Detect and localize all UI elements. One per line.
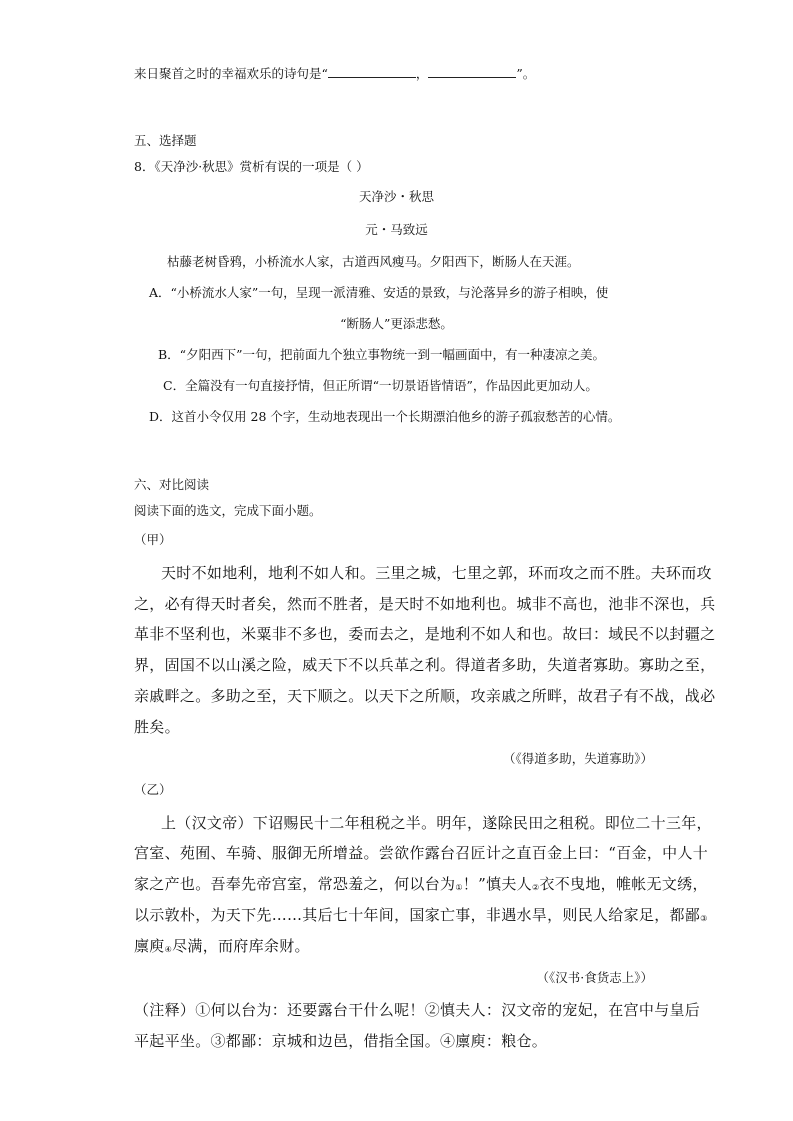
- annotation-line: （注释）①何以台为：还要露台干什么呢！②慎夫人：汉文帝的宠妃，在宫中与皇后: [134, 1001, 701, 1019]
- passage-yi-line: [134, 877, 708, 892]
- note-mark-2: ②: [531, 883, 540, 892]
- passage-yi-source: （《汉书·食货志上》）: [536, 970, 653, 985]
- fill-in-suffix: ”。: [516, 66, 536, 81]
- note-mark-1: ①: [455, 883, 463, 892]
- fill-in-separator: ，: [415, 66, 429, 81]
- passage-jia-line: 之，必有得天时者矣，然而不胜者，是天时不如地利也。城非不高也，池非不深也，兵: [134, 595, 716, 613]
- annotation-line: 平起平坐。③都鄙：京城和边邑，借指全国。④廪庾：粮仓。: [134, 1032, 548, 1050]
- passage-yi-line: [134, 939, 310, 954]
- option-c[interactable]: C．全篇没有一句直接抒情，但正所谓“一切景语皆情语”，作品因此更加动人。: [163, 378, 598, 393]
- option-a-continued[interactable]: “断肠人”更添悲愁。: [340, 316, 453, 331]
- passage-jia-line: 胜矣。: [134, 718, 180, 736]
- passage-jia-source: （《得道多助，失道寡助》）: [502, 751, 653, 766]
- passage-yi-line: 宫室、苑囿、车骑、服御无所增益。尝欲作露台召匠计之直百金上曰：“百金，中人十: [134, 844, 709, 862]
- option-a[interactable]: A．“小桥流水人家”一句，呈现一派清雅、安适的景致，与沦落异乡的游子相映，使: [149, 285, 609, 300]
- section-5-heading: 五、选择题: [134, 133, 197, 148]
- passage-yi-line: [134, 908, 708, 923]
- yi-line5-part2: 尽满，而府库余财。: [172, 937, 310, 955]
- yi-line3-part3: 衣不曳地，帷帐无文绣，: [539, 875, 708, 893]
- option-d[interactable]: D．这首小令仅用 28 个字，生动地表现出一个长期漂泊他乡的游子孤寂愁苦的心情。: [149, 409, 621, 424]
- yi-line5-part1: 廪庾: [134, 937, 165, 955]
- answer-blank-2[interactable]: [428, 66, 516, 78]
- section-6-heading: 六、对比阅读: [134, 477, 210, 492]
- poem-text: 枯藤老树昏鸦，小桥流水人家，古道西风瘦马。夕阳西下，断肠人在天涯。: [167, 254, 580, 269]
- note-mark-4: ④: [164, 945, 173, 954]
- poem-author: 元・马致远: [365, 222, 428, 237]
- passage-jia-line: 天时不如地利，地利不如人和。三里之城，七里之郭，环而攻之而不胜。夫环而攻: [161, 564, 712, 582]
- yi-line4-part1: 以示敦朴，为天下先……其后七十年间，国家亡事，非遇水旱，则民人给家足，都鄙: [134, 906, 701, 924]
- passage-jia-label: （甲）: [134, 532, 172, 547]
- yi-line3-part2: ！”慎夫人: [462, 875, 532, 893]
- answer-blank-1[interactable]: [328, 66, 416, 78]
- passage-jia-line: 界，固国不以山溪之险，威天下不以兵革之利。得道者多助，失道者寡助。寡助之至，: [134, 656, 716, 674]
- passage-yi-label: （乙）: [134, 782, 172, 797]
- note-mark-3: ③: [700, 914, 708, 923]
- yi-line3-part1: 家之产也。吾奉先帝宫室，常恐羞之，何以台为: [134, 875, 456, 893]
- poem-title: 天净沙・秋思: [358, 189, 434, 204]
- question-8: 8．《天净沙·秋思》赏析有误的一项是（ ）: [134, 159, 369, 174]
- option-b[interactable]: B．“夕阳西下”一句，把前面九个独立事物统一到一幅画面中，有一种凄凉之美。: [158, 347, 605, 362]
- passage-jia-line: 亲戚畔之。多助之至，天下顺之。以天下之所顺，攻亲戚之所畔，故君子有不战，战必: [134, 687, 716, 705]
- passage-yi-line: 上（汉文帝）下诏赐民十二年租税之半。明年，遂除民田之租税。即位二十三年，: [161, 814, 712, 832]
- fill-in-sentence: [134, 66, 535, 81]
- passage-jia-line: 革非不坚利也，米粟非不多也，委而去之，是地利不如人和也。故曰：域民不以封疆之: [134, 625, 716, 643]
- fill-in-prefix: 来日聚首之时的幸福欢乐的诗句是“: [134, 66, 328, 81]
- reading-instruction: 阅读下面的选文，完成下面小题。: [134, 503, 322, 518]
